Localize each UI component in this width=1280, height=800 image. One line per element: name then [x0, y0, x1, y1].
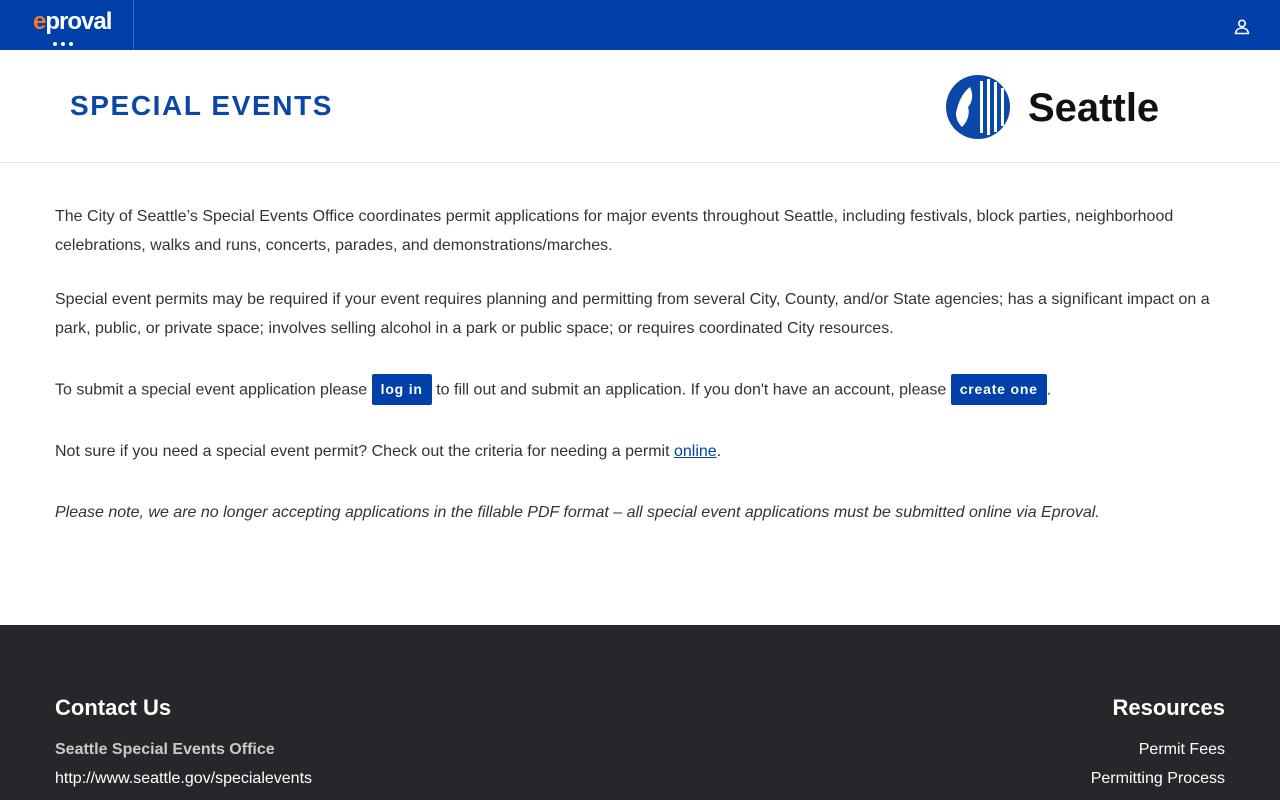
- intro-paragraph: The City of Seattle’s Special Events Office coordinates permit applications for major events throughout Seattle, including festivals, block parties, neighborhood celebrations, walks and runs, concerts, parades, and demonstrations/marches.: [55, 208, 1174, 254]
- pdf-note: Please note, we are no longer accepting applications in the fillable PDF format – all special event applications must be submitted online via Eproval.: [55, 504, 1100, 521]
- create-account-button[interactable]: create one: [951, 374, 1047, 405]
- log-in-button[interactable]: log in: [372, 374, 432, 405]
- resources-section: [1091, 695, 1225, 789]
- eproval-dots: [53, 33, 77, 51]
- seattle-logo-text: Seattle: [1028, 86, 1160, 130]
- eproval-wordmark: eproval: [33, 8, 112, 35]
- eproval-logo[interactable]: [0, 0, 134, 50]
- contact-website-link[interactable]: http://www.seattle.gov/specialevents: [55, 770, 313, 787]
- footer: [0, 625, 1280, 800]
- page-header: [0, 50, 1280, 163]
- permit-fees-link[interactable]: Permit Fees: [1138, 741, 1225, 758]
- contact-section: [55, 695, 312, 789]
- contact-heading: Contact Us: [55, 695, 172, 720]
- top-navigation-bar: [0, 0, 1280, 50]
- requirements-paragraph: Special event permits may be required if your event requires planning and permitting from several City, County, and/or State agencies; has a significant impact on a park, public, or private space; involves selling alcohol in a park or public space; or requires coordinated City resources.: [55, 291, 1210, 337]
- resources-heading: Resources: [1112, 695, 1225, 720]
- permitting-process-link[interactable]: Permitting Process: [1090, 770, 1225, 787]
- submit-paragraph: To submit a special event application please log in to fill out and submit an application. If you don't have an account, please create one .: [55, 375, 1225, 406]
- criteria-paragraph: Not sure if you need a special event permit? Check out the criteria for needing a permit online.: [55, 443, 722, 460]
- criteria-online-link[interactable]: online: [674, 443, 717, 460]
- page-title: SPECIAL EVENTS: [70, 90, 334, 121]
- seattle-logo: [944, 73, 1174, 141]
- user-icon[interactable]: [1232, 17, 1252, 35]
- contact-org-name: Seattle Special Events Office: [55, 741, 275, 758]
